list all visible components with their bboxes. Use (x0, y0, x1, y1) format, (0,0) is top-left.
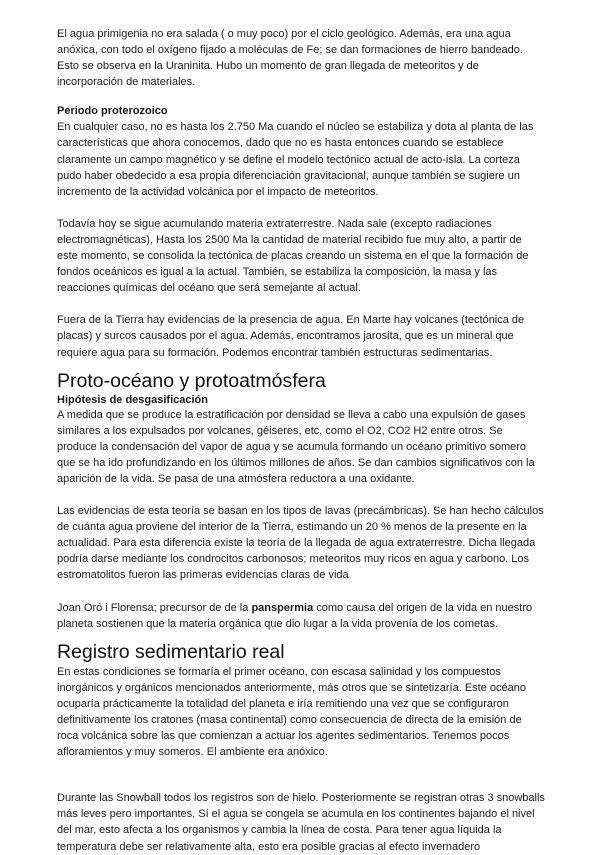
subheading-periodo-proterozoico: Periodo proterozoico (57, 105, 168, 118)
document-page (57, 26, 545, 855)
paragraph-estratificacion: A medida que se produce la estratificación por densidad se lleva a cabo una expulsión de gases similares a los expulsados por volcanes, géiseres, etc, como el O2, CO2 H2 entre otros. Se produce la condensación del vapor de agua y se acumula formando un océano primitivo somero que se ha ido profundizando en los últimos millones de años. Se dan cambios significativos con la aparición de la vida. Se pasa de una atmósfera reductora a una oxidante. (57, 408, 535, 485)
paragraph-joan-oro (57, 600, 545, 632)
paragraph-agua-primigenia: El agua primigenia no era salada ( o muy poco) por el ciclo geológico. Además, era una agua anóxica, con todo el oxígeno fijado a moléculas de Fe; se dan formaciones de hierro bandeado. Esto se observa en la Uraninita. Hubo un momento de gran llegada de meteoritos y de incorporación de materiales. (57, 28, 523, 89)
paragraph-snowball: Durante las Snowball todos los registros son de hielo. Posteriormente se registran otras 3 snowballs más leves pero importantes. Sí el agua se congela se acumula en los continentes bajando el nivel del mar, esto afecta a los organismos y cambia la línea de costa. Para tener agua líquida la temperatura debe ser relativamente alta, esto era posible gracias al efecto invernadero (57, 792, 545, 853)
section-heading-proto-oceano: Proto-océano y protoatmósfera (57, 369, 326, 392)
paragraph-nucleo-estabiliza: En cualquier caso, no es hasta los 2.750 Ma cuando el núcleo se estabiliza y dota al planta de las características que ahora conocemos, dado que no es hasta entonces cuando se establece claramente un campo magnético y se define el modelo tectónico actual de acto-isla. La corteza pudo haber obedecido a esa propia diferenciación gravitacional, aunque también se sugiere un incremento de la actividad volcánica por el impacto de meteoritos. (57, 121, 534, 198)
section-heading-registro-sedimentario: Registro sedimentario real (57, 640, 285, 663)
paragraph-primer-oceano: En estas condiciones se formaría el primer océano, con escasa salinidad y los compuestos inorgánicos y orgánicos mencionados anteriormente, más otros que se sintetizaría. Este océano ocuparía prácticamente la totalidad del planeta e iría remitiendo una vez que se configuraron definitivamente los cratones (masa continental) como consecuencia de directa de la emisión de roca volcánica sobre las que comienzan a actuar los agentes sedimentarios. Tenemos pocos afloramientos y muy someros. El ambiente era anóxico. (57, 665, 526, 759)
paragraph-evidencias-lavas: Las evidencias de esta teoría se basan en los tipos de lavas (precámbricas). Se han hecho cálculos de cuánta agua proviene del interior de la Tierra, estimando un 20 % menos de la presente en la actualidad. Para esta diferencia existe la teoría de la llegada de agua extraterrestre. Dicha llegada podría darse mediante los condrocitos carbonosos; meteoritos muy ricos en agua y carbono. Los estromatolitos fueron las primeras evidencias claras de vida (57, 505, 544, 582)
paragraph-materia-extraterrestre: Todavía hoy se sigue acumulando materia extraterrestre. Nada sale (excepto radiaciones electromagnéticas), Hasta los 2500 Ma la cantidad de material recibido fue muy alto, a partir de este momento, se consolida la tectónica de placas creando un sistema en el que la formación de fondos oceánicos es igual a la actual. También, se estabiliza la composición, la masa y las reacciones químicas del océano que será semejante al actual. (57, 217, 529, 295)
subheading-hipotesis-desgasificacion: Hipótesis de desgasificación (57, 393, 208, 406)
panspermia-term: panspermia (251, 601, 314, 614)
joan-oro-text-before: Joan Oró i Florensa; precursor de de la (57, 601, 252, 614)
joan-oro-text-after: como causa del origen de la vida en nuestro planeta sostienen que la materia orgánica que dio lugar a la vida provenía de los cometas. (57, 601, 533, 630)
paragraph-agua-marte: Fuera de la Tierra hay evidencias de la presencia de agua. En Marte hay volcanes (tectónica de placas) y surcos causados por el agua. Además, encontramos jarosita, que es un mineral que requiere agua para su formación. Podemos encontrar también estructuras sedimentarias. (57, 314, 525, 359)
